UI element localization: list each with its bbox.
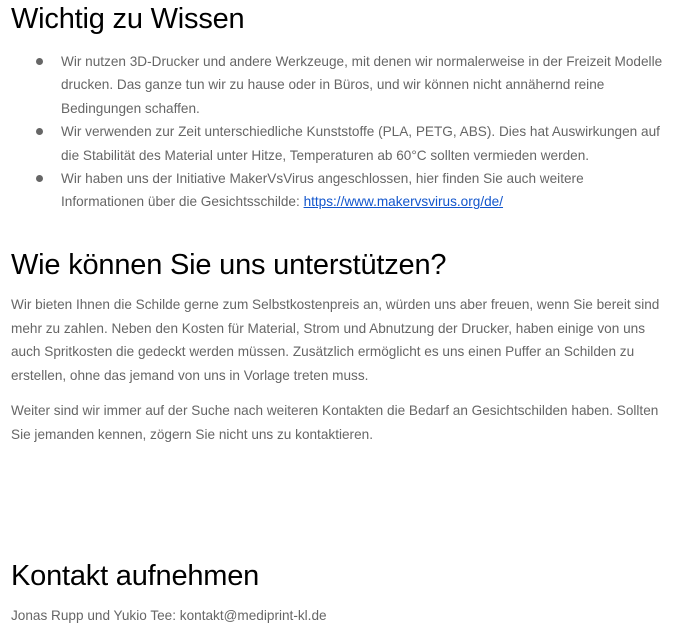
bullet-icon [36,128,43,135]
heading-wie-unterstuetzen: Wie können Sie uns unterstützen? [11,249,447,281]
list-item [11,167,666,214]
support-paragraph-1: Wir bieten Ihnen die Schilde gerne zum Selbstkostenpreis an, würden uns aber freuen, wenn Sie bereit sind mehr zu zahlen. Neben den Kosten für Material, Strom und Abnutzung der Drucker, haben einige von uns auch Spritkosten die gedeckt werden müssen. Zusätzlich ermöglicht es uns einen Puffer an Schilden zu erstellen, ohne das jemand von uns in Vorlage treten muss. [11,297,660,383]
bullet-text: Wir haben uns der Initiative MakerVsVirus angeschlossen, hier finden Sie auch weitere Informationen über die Gesichtsschilde: [61,171,584,210]
heading-wichtig-zu-wissen: Wichtig zu Wissen [11,3,245,35]
makervsvirus-link[interactable]: https://www.makervsvirus.org/de/ [303,194,504,210]
contact-info: Jonas Rupp und Yukio Tee: kontakt@mediprint-kl.de [11,608,327,623]
support-paragraph-2: Weiter sind wir immer auf der Suche nach weiteren Kontakten die Bedarf an Gesichtschilden haben. Sollten Sie jemanden kennen, zögern Sie nicht uns zu kontaktieren. [11,403,659,442]
bullet-text: Wir nutzen 3D-Drucker und andere Werkzeuge, mit denen wir normalerweise in der Freizeit Modelle drucken. Das ganze tun wir zu hause oder in Büros, und wir können nicht annähernd reine Bedingungen schaffen. [61,54,663,116]
info-bullet-list [11,50,666,214]
bullet-icon [36,58,43,65]
bullet-icon [36,175,43,182]
bullet-text: Wir verwenden zur Zeit unterschiedliche Kunststoffe (PLA, PETG, ABS). Dies hat Auswirkungen auf die Stabilität des Material unter Hitze, Temperaturen ab 60°C sollten vermieden werden. [61,124,660,163]
list-item [11,50,666,120]
heading-kontakt-aufnehmen: Kontakt aufnehmen [11,560,260,592]
list-item [11,120,666,167]
